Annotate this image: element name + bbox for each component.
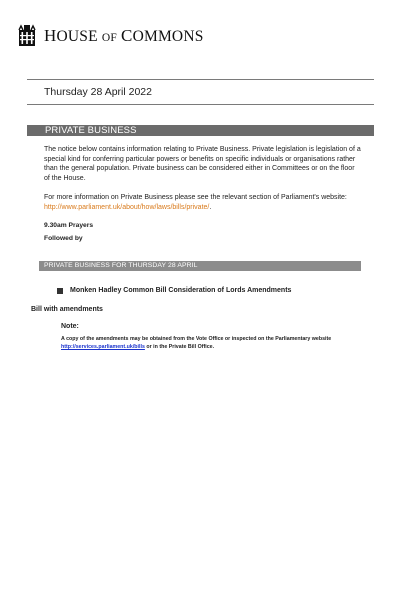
subsection-header-bar xyxy=(39,261,361,271)
bill-with-amendments-label: Bill with amendments xyxy=(31,306,103,313)
house-of-commons-logo xyxy=(17,24,204,48)
date-divider xyxy=(27,104,374,105)
followed-by: Followed by xyxy=(44,235,83,242)
more-info-paragraph: For more information on Private Business please see the relevant section of Parliament's website: http://www.parliament.uk/about/how/laws/bills/private/. xyxy=(44,194,347,211)
top-divider xyxy=(27,79,374,80)
portcullis-icon xyxy=(17,24,37,48)
prayers-time: 9.30am Prayers xyxy=(44,222,94,229)
note-text: A copy of the amendments may be obtained from the Vote Office or inspected on the Parliamentary website http://services.parliament.uk/bills or in the Private Bill Office. xyxy=(61,336,332,350)
section-header-bar xyxy=(27,125,374,136)
business-item-title: Monken Hadley Common Bill Consideration of Lords Amendments xyxy=(70,287,292,294)
note-title: Note: xyxy=(61,323,79,330)
section-title: PRIVATE BUSINESS xyxy=(45,125,137,136)
bills-link[interactable]: http://services.parliament.uk/bills xyxy=(61,344,145,350)
business-item xyxy=(57,287,291,294)
square-bullet-icon xyxy=(57,288,63,294)
date-heading: Thursday 28 April 2022 xyxy=(44,86,152,98)
logo-text: HOUSE OF COMMONS xyxy=(44,26,204,46)
subsection-title: PRIVATE BUSINESS FOR THURSDAY 28 APRIL xyxy=(44,262,198,269)
private-business-link[interactable]: http://www.parliament.uk/about/how/laws/bills/private/ xyxy=(44,203,210,211)
intro-paragraph: The notice below contains information relating to Private Business. Private legislation is legislation of a special kind for conferring particular powers or benefits on specific individuals or organisations rather than the general population. Private business can be considered either in Committees or on the floor of the House. xyxy=(44,146,361,182)
